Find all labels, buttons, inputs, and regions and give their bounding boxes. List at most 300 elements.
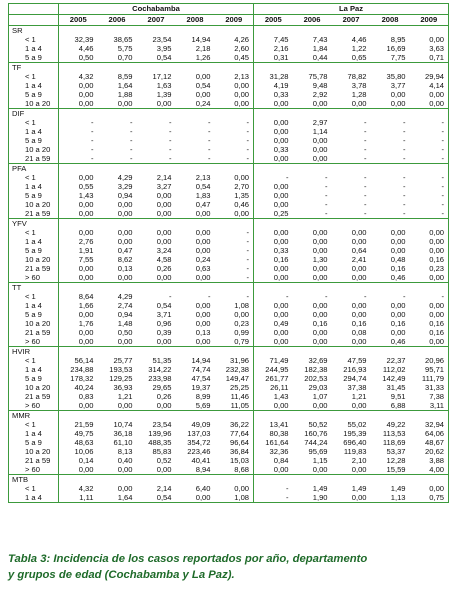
empty-cell [176, 26, 215, 36]
lapaz-value: 0,00 [312, 337, 328, 346]
lapaz-value: - [441, 173, 445, 182]
empty-cell [137, 164, 176, 174]
lapaz-value: 31,28 [269, 72, 289, 81]
empty-cell [254, 164, 293, 174]
cochabamba-value: 40,41 [191, 456, 211, 465]
lapaz-value: - [403, 145, 406, 154]
lapaz-value: 0,00 [273, 310, 289, 319]
cochabamba-value: 3,27 [156, 182, 172, 191]
cochabamba-value: 11,05 [215, 401, 254, 411]
lapaz-value: 1,28 [351, 90, 367, 99]
age-group-label: 1 a 4 [9, 429, 59, 438]
table-row [9, 273, 449, 283]
empty-cell [254, 283, 293, 293]
age-group-label: < 1 [9, 420, 59, 429]
lapaz-value: - [441, 136, 445, 145]
cochabamba-value: - [215, 255, 254, 264]
cochabamba-value: 0,00 [78, 228, 94, 237]
age-group-label: 10 a 20 [9, 255, 59, 264]
year-header: 2006 [293, 15, 332, 26]
lapaz-value: 48,67 [425, 438, 445, 447]
cochabamba-value: 8,62 [117, 255, 133, 264]
cochabamba-value: 0,39 [156, 328, 172, 337]
cochabamba-value: 6,40 [195, 484, 211, 493]
empty-cell [59, 283, 98, 293]
age-group-label: 1 a 4 [9, 493, 59, 503]
empty-cell [293, 283, 332, 293]
table-row [9, 392, 449, 401]
lapaz-value: 0,00 [390, 99, 406, 108]
cochabamba-value: 2,70 [215, 182, 254, 191]
cochabamba-value: 48,63 [74, 438, 94, 447]
empty-cell [332, 219, 371, 229]
age-group-label: 10 a 20 [9, 99, 59, 109]
cochabamba-value: 0,94 [117, 310, 133, 319]
lapaz-value: 7,45 [273, 35, 289, 44]
lapaz-value: 0,00 [390, 310, 406, 319]
age-group-label: 10 a 20 [9, 447, 59, 456]
cochabamba-value: 7,55 [78, 255, 94, 264]
table-row [9, 145, 449, 154]
cochabamba-value: 0,00 [117, 465, 133, 474]
age-group-label: < 1 [9, 118, 59, 127]
cochabamba-value: - [168, 127, 172, 136]
cochabamba-value: 10,74 [113, 420, 133, 429]
cochabamba-value: 3,95 [156, 44, 172, 53]
lapaz-value: 31,33 [425, 383, 445, 392]
lapaz-value: - [325, 292, 328, 301]
age-group-label: 5 a 9 [9, 438, 59, 447]
lapaz-value: 22,37 [386, 356, 406, 365]
lapaz-value: 0,00 [273, 182, 289, 191]
cochabamba-value: - [215, 136, 254, 145]
empty-cell [59, 411, 98, 421]
year-header: 2005 [254, 15, 293, 26]
lapaz-value: 119,83 [343, 447, 367, 456]
empty-cell [137, 475, 176, 485]
empty-cell [371, 164, 410, 174]
lapaz-value: 1,07 [312, 392, 328, 401]
cochabamba-value: 8,64 [78, 292, 94, 301]
lapaz-value: 2,92 [312, 90, 328, 99]
cochabamba-value: 96,64 [215, 438, 254, 447]
cochabamba-value: 85,83 [152, 447, 172, 456]
year-header: 2007 [137, 15, 176, 26]
table-row [9, 328, 449, 337]
cochabamba-value: 0,00 [156, 200, 172, 209]
lapaz-value: - [403, 127, 406, 136]
lapaz-value: - [441, 154, 445, 163]
lapaz-value: 26,11 [270, 383, 289, 392]
cochabamba-value: 1,35 [215, 191, 254, 200]
cochabamba-value: 0,00 [156, 191, 172, 200]
cochabamba-value: 1,26 [195, 53, 211, 62]
age-group-label: > 60 [9, 465, 59, 475]
lapaz-value: 0,00 [312, 264, 328, 273]
cochabamba-value: - [129, 145, 133, 154]
lapaz-value: 0,00 [312, 301, 328, 310]
lapaz-value: 37,38 [347, 383, 367, 392]
cochabamba-value: 0,24 [195, 99, 211, 108]
lapaz-value: 31,45 [386, 383, 406, 392]
cochabamba-value: - [129, 118, 133, 127]
department-header: Cochabamba [59, 4, 254, 15]
header-corner [9, 15, 59, 26]
cochabamba-value: 11,46 [215, 392, 254, 401]
cochabamba-value: 56,14 [74, 356, 94, 365]
age-group-label: < 1 [9, 72, 59, 81]
age-group-label: 5 a 9 [9, 310, 59, 319]
empty-cell [98, 347, 137, 357]
lapaz-value: 32,94 [425, 420, 445, 429]
table-row [9, 255, 449, 264]
empty-cell [215, 411, 254, 421]
lapaz-value: - [325, 173, 328, 182]
empty-cell [176, 475, 215, 485]
lapaz-value: 112,02 [382, 365, 406, 374]
lapaz-value: 7,75 [390, 53, 406, 62]
empty-cell [215, 26, 254, 36]
year-header: 2008 [371, 15, 410, 26]
cochabamba-value: 0,00 [156, 228, 172, 237]
lapaz-value: 0,00 [312, 145, 328, 154]
cochabamba-value: 0,23 [215, 319, 254, 328]
header-corner [9, 4, 59, 15]
lapaz-value: 0,00 [429, 484, 445, 493]
age-group-label: 10 a 20 [9, 319, 59, 328]
lapaz-value: - [441, 145, 445, 154]
lapaz-value: 0,64 [351, 246, 367, 255]
empty-cell [215, 63, 254, 73]
table-row [9, 319, 449, 328]
lapaz-value: - [403, 191, 406, 200]
lapaz-value: - [403, 209, 406, 218]
age-group-label: 1 a 4 [9, 365, 59, 374]
lapaz-value: 0,00 [273, 99, 289, 108]
cochabamba-value: 0,52 [156, 456, 172, 465]
cochabamba-value: 1,66 [78, 301, 94, 310]
cochabamba-value: 10,06 [74, 447, 94, 456]
lapaz-value: 0,00 [312, 273, 328, 282]
lapaz-value: - [286, 292, 289, 301]
lapaz-value: 6,88 [390, 401, 406, 410]
table-row [9, 90, 449, 99]
lapaz-value: 244,95 [265, 365, 289, 374]
lapaz-value: - [325, 182, 328, 191]
cochabamba-value: 0,00 [78, 209, 94, 218]
lapaz-value: 0,16 [273, 255, 289, 264]
cochabamba-value: 0,00 [195, 90, 211, 99]
lapaz-value: - [441, 182, 445, 191]
table-row [9, 44, 449, 53]
lapaz-value: 9,48 [312, 81, 328, 90]
empty-cell [59, 164, 98, 174]
lapaz-value: 29,94 [425, 72, 445, 81]
year-header: 2005 [59, 15, 98, 26]
lapaz-value: - [286, 484, 289, 493]
cochabamba-value: 0,00 [117, 273, 133, 282]
lapaz-value: 0,00 [312, 228, 328, 237]
department-header: La Paz [254, 4, 449, 15]
empty-cell [137, 283, 176, 293]
table-row [9, 81, 449, 90]
section-title-row [9, 164, 449, 174]
cochabamba-value: - [215, 228, 254, 237]
lapaz-value: 8,95 [390, 35, 406, 44]
cochabamba-value: 0,00 [117, 237, 133, 246]
cochabamba-value: 0,00 [195, 72, 211, 81]
cochabamba-value: 0,00 [195, 337, 211, 346]
cochabamba-value: 1,83 [195, 191, 211, 200]
age-group-label: 5 a 9 [9, 246, 59, 255]
table-row [9, 173, 449, 182]
empty-cell [410, 347, 449, 357]
lapaz-value: 0,00 [312, 401, 328, 410]
cochabamba-value: - [215, 264, 254, 273]
lapaz-value: 0,00 [273, 401, 289, 410]
cochabamba-value: 14,94 [191, 356, 211, 365]
lapaz-value: 49,22 [386, 420, 406, 429]
cochabamba-value: 2,74 [117, 301, 133, 310]
year-header: 2009 [410, 15, 449, 26]
cochabamba-value: 129,25 [109, 374, 133, 383]
lapaz-value: 0,33 [273, 90, 289, 99]
cochabamba-value: 2,13 [215, 72, 254, 81]
lapaz-value: 0,71 [429, 53, 445, 62]
empty-cell [215, 283, 254, 293]
lapaz-value: 0,00 [351, 310, 367, 319]
empty-cell [215, 475, 254, 485]
age-group-label: > 60 [9, 273, 59, 283]
cochabamba-value: 1,39 [156, 90, 172, 99]
cochabamba-value: 0,00 [78, 90, 94, 99]
cochabamba-value: 0,54 [195, 81, 211, 90]
empty-cell [332, 283, 371, 293]
empty-cell [98, 283, 137, 293]
cochabamba-value: 0,54 [195, 182, 211, 191]
lapaz-value: 1,14 [312, 127, 328, 136]
table-row [9, 465, 449, 475]
cochabamba-value: - [168, 145, 172, 154]
incidence-table [8, 3, 449, 503]
caption-line-2: y grupos de edad (Cochabamba y La Paz). [8, 569, 235, 581]
table-row [9, 401, 449, 411]
empty-cell [410, 26, 449, 36]
lapaz-value: 195,39 [343, 429, 367, 438]
lapaz-value: 15,59 [386, 465, 406, 474]
lapaz-value: 1,49 [312, 484, 328, 493]
cochabamba-value: - [90, 118, 94, 127]
cochabamba-value: - [207, 127, 211, 136]
empty-cell [293, 475, 332, 485]
lapaz-value: 0,00 [351, 228, 367, 237]
lapaz-value: 0,08 [351, 328, 367, 337]
lapaz-value: 0,00 [351, 264, 367, 273]
lapaz-value: 78,82 [347, 72, 367, 81]
empty-cell [98, 164, 137, 174]
empty-cell [59, 63, 98, 73]
cochabamba-value: 25,25 [215, 383, 254, 392]
table-row [9, 356, 449, 365]
cochabamba-value: 0,46 [215, 200, 254, 209]
cochabamba-value: 49,75 [74, 429, 94, 438]
empty-cell [293, 347, 332, 357]
cochabamba-value: - [129, 154, 133, 163]
lapaz-value: 160,76 [304, 429, 328, 438]
table-row [9, 374, 449, 383]
lapaz-value: 3,63 [429, 44, 445, 53]
lapaz-value: - [441, 127, 445, 136]
cochabamba-value: 2,18 [195, 44, 211, 53]
empty-cell [332, 63, 371, 73]
lapaz-value: - [403, 173, 406, 182]
empty-cell [176, 347, 215, 357]
cochabamba-value: 4,58 [156, 255, 172, 264]
lapaz-value: 1,49 [390, 484, 406, 493]
lapaz-value: 0,00 [273, 273, 289, 282]
section-title: PFA [9, 164, 59, 174]
lapaz-value: 64,06 [425, 429, 445, 438]
cochabamba-value: 0,00 [215, 173, 254, 182]
lapaz-value: 9,51 [390, 392, 406, 401]
lapaz-value: 0,16 [312, 319, 328, 328]
cochabamba-value: 0,40 [117, 456, 133, 465]
empty-cell [59, 347, 98, 357]
cochabamba-value: 0,00 [78, 99, 94, 108]
age-group-label: 21 a 59 [9, 328, 59, 337]
lapaz-value: - [364, 173, 367, 182]
lapaz-value: 0,00 [273, 136, 289, 145]
cochabamba-value: 21,59 [74, 420, 94, 429]
cochabamba-value: 193,53 [109, 365, 133, 374]
lapaz-value: 0,44 [312, 53, 328, 62]
empty-cell [410, 219, 449, 229]
lapaz-value: - [441, 292, 445, 301]
cochabamba-value: 32,39 [74, 35, 94, 44]
age-group-label: 10 a 20 [9, 200, 59, 209]
cochabamba-value: 0,00 [195, 319, 211, 328]
table-row [9, 337, 449, 347]
cochabamba-value: 3,24 [156, 246, 172, 255]
empty-cell [254, 26, 293, 36]
cochabamba-value: - [168, 118, 172, 127]
empty-cell [176, 219, 215, 229]
cochabamba-value: - [90, 127, 94, 136]
cochabamba-value: - [215, 273, 254, 283]
lapaz-value: 113,53 [382, 429, 406, 438]
empty-cell [98, 475, 137, 485]
cochabamba-value: 0,00 [215, 99, 254, 109]
cochabamba-value: 17,12 [152, 72, 172, 81]
cochabamba-value: 488,35 [148, 438, 172, 447]
cochabamba-value: 4,29 [117, 292, 133, 301]
age-group-label: > 60 [9, 337, 59, 347]
section-title-row [9, 475, 449, 485]
lapaz-value: 0,00 [273, 228, 289, 237]
cochabamba-value: 0,00 [215, 81, 254, 90]
cochabamba-value: 139,96 [148, 429, 172, 438]
lapaz-value: 0,00 [273, 191, 289, 200]
empty-cell [371, 347, 410, 357]
cochabamba-value: 0,00 [215, 90, 254, 99]
section-title-row [9, 219, 449, 229]
cochabamba-value: - [90, 136, 94, 145]
cochabamba-value: 233,98 [148, 374, 172, 383]
lapaz-value: 3,11 [429, 401, 445, 410]
lapaz-value: - [403, 136, 406, 145]
lapaz-value: 16,69 [386, 44, 406, 53]
cochabamba-value: 1,64 [117, 81, 133, 90]
empty-cell [176, 109, 215, 119]
section-title-row [9, 347, 449, 357]
age-group-label: < 1 [9, 35, 59, 44]
cochabamba-value: 0,00 [78, 465, 94, 474]
lapaz-value: 0,00 [273, 237, 289, 246]
cochabamba-value: 8,59 [117, 72, 133, 81]
lapaz-value: - [364, 209, 367, 218]
empty-cell [293, 219, 332, 229]
lapaz-value: - [364, 118, 367, 127]
lapaz-value: 0,00 [312, 465, 328, 474]
lapaz-value: 744,24 [304, 438, 328, 447]
lapaz-value: 0,25 [273, 209, 289, 218]
lapaz-value: 0,00 [429, 337, 445, 346]
cochabamba-value: - [207, 154, 211, 163]
lapaz-value: - [364, 145, 367, 154]
lapaz-value: 0,00 [390, 301, 406, 310]
lapaz-value: 32,36 [269, 447, 289, 456]
section-title-row [9, 283, 449, 293]
lapaz-value: 80,38 [269, 429, 289, 438]
lapaz-value: - [364, 127, 367, 136]
age-group-label: 5 a 9 [9, 374, 59, 383]
lapaz-value: 0,00 [312, 154, 328, 163]
lapaz-value: 50,52 [308, 420, 328, 429]
lapaz-value: 1,13 [390, 493, 406, 502]
cochabamba-value: 0,00 [215, 209, 254, 219]
cochabamba-value: 2,14 [156, 173, 172, 182]
cochabamba-value: 3,71 [156, 310, 172, 319]
lapaz-value: 0,00 [312, 328, 328, 337]
lapaz-value: - [325, 209, 328, 218]
cochabamba-value: 178,32 [70, 374, 94, 383]
cochabamba-value: 0,50 [117, 328, 133, 337]
empty-cell [332, 109, 371, 119]
age-group-label: 21 a 59 [9, 154, 59, 164]
lapaz-value: 161,64 [265, 438, 289, 447]
empty-cell [59, 26, 98, 36]
cochabamba-value: - [90, 154, 94, 163]
cochabamba-value: 0,00 [215, 310, 254, 319]
cochabamba-value: 49,09 [191, 420, 211, 429]
lapaz-value: - [403, 118, 406, 127]
lapaz-value: 0,00 [429, 99, 445, 108]
cochabamba-value: 8,99 [195, 392, 211, 401]
lapaz-value: - [441, 191, 445, 200]
lapaz-value: 0,00 [351, 493, 367, 502]
lapaz-value: 0,49 [273, 319, 289, 328]
lapaz-value: 0,23 [429, 264, 445, 273]
cochabamba-value: 1,91 [78, 246, 94, 255]
age-group-label: 5 a 9 [9, 53, 59, 63]
lapaz-value: 0,16 [429, 319, 445, 328]
cochabamba-value: 31,96 [215, 356, 254, 365]
cochabamba-value: 40,24 [74, 383, 94, 392]
lapaz-value: 0,00 [351, 337, 367, 346]
cochabamba-value: 0,94 [117, 191, 133, 200]
lapaz-value: 0,00 [429, 246, 445, 255]
empty-cell [254, 347, 293, 357]
